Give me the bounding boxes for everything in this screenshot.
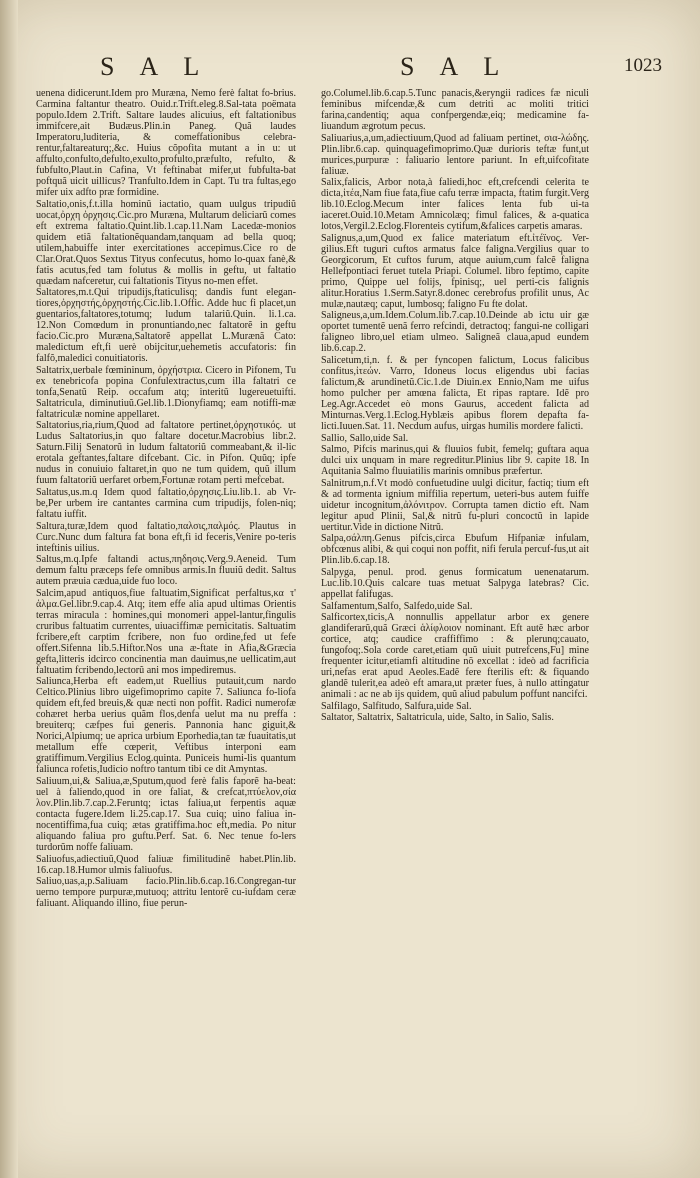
dictionary-entry: Salnitrum,n.f.Vt modò confuetudine uulgi dicitur, factiq; tium eft & ad tormenta ignium miffilia repertum, ueteri-bus autem fuiffe uidetur incognitum,ἀλόνιτρον. Corrupta tamen dictio eft. Nam legitur apud Plinii, Sal,& nitrũ fu-pluri concoctũ in lapide uertitur.Vide in dictione Nitrũ. [321, 477, 589, 533]
dictionary-entry: Saltura,turæ,Idem quod faltatio,παλσις,παλμός. Plautus in Curc.Nunc dum faltura fat bona eft,fi id feceris,Venire po-teris inteftinis uilius. [36, 520, 296, 554]
dictionary-entry: Saltus,m.q.Ipfe faltandi actus,πηδησις.Verg.9.Aeneid. Tum demum faltu præceps fefe omnibus armis.In fluuiũ dedit. Saltus autem præuia cædua,uide fuo loco. [36, 554, 296, 588]
dictionary-entry: Salicetum,ti,n. f. & per fyncopen falictum, Locus falicibus confitus,ἰτεών. Varro, Idoneus locus eligendus ubi facias falictum,& arundinetũ.Cic.1.de Diuin.ex Ennio,Nam me uifus homo pulcher per amœna falicta, Et ripas raptare. Idẽ pro Leg.Agr.Accedet eò mons Gaurus, accedent falicta ad Minturnas.Verg.1.Eclog.Hyblæis apibus florem depafta fa-licti.Iuuen.Sat. 11. Necdum aufus, uirgas humilis mordere falicti. [321, 354, 589, 432]
dictionary-entry: Salfamentum,Salfo, Salfedo,uide Sal. [321, 600, 473, 612]
dictionary-entry: Saltatorius,ria,rium,Quod ad faltatore pertinet,ὀρχηστικός. ut Ludus Saltatorius,in quo faltare docetur.Macrobius libr.2. Saturn.Filij Senatorũ in ludum faltatoriũ commeabant,& il-lic erotala geftantes,faltare difcebant. Cic. in Pifon. Quũq; ipfe nudus in conuiuio faltaret,in quo ne tum quidem, quũ illum fuum faltatoriũ uerfaret orbem,Fortunæ rotam perti mefcebat. [36, 420, 296, 487]
dictionary-entry: Sallio, Sallo,uide Sal. [321, 432, 409, 444]
right-text-column [321, 88, 589, 1158]
binding-gutter [0, 0, 18, 1178]
dictionary-entry: Saltator, Saltatrix, Saltatricula, uide, Salto, in Salio, Salis. [321, 712, 554, 724]
dictionary-entry: Salignus,a,um,Quod ex falice materiatum eft.ἰτέϊνος. Ver-gilius.Eft tuguri cuftos armatus falce faligna.Vergilius quar to Georgicorum, Et cuftos furum, atque auium,cum falcẽ faligna Hellefpontiaci feruet tutela Priapi. Columel. libro feptimo, capite primo, Quippe uel folijs, fpinisq;, uel perti-cis falignis alitur.Horatius 1.Serm.Satyr.8.donec cerebrofus profilit unus, Ac mulæ,nautæq; caput, lumbosq; faligno Fu fte dolat. [321, 232, 589, 310]
dictionary-entry: uenena didicerunt.Idem pro Muræna, Nemo ferè faltat fo-brius. Carmina faltantur theatro. Ouid.r.Trift.eleg.8.Sal-tata poëmata populo.Idem 2.Trift. Saltare laudes alicuius, eft faltationibus immifcere,ait Budæus.Plin.in Paneg. Quã laudes Imperatoru,luditeria, & comeffationibus celebra-rentur,faltareaturq;,&c. Huius cõpofita mutant a in u: ut affulto,confulto,defulto,exulto,profulto,præfulto, refulto, & fubfulto,Plaut.in Cafina, Vt feftinabat mifer,ut fubfulta-bat poftquã uicit uillicus? Tranfulto.Idem in Capt. Tu tra fultas,ego mifer uix adfto præ formidine. [36, 88, 296, 198]
dictionary-entry: Saltatores,m.t.Qui tripudijs,ftaticulisq; dandis funt elegan-tiores,ὀρχηστής,ὀρχηστής.Cic.lib.1.Offic. Adde huc fi placet,un guentarios,faltatores,totumq; ludum talariũ.Quin. li.1.ca. 12.Non Comœdum in pronuntiando,nec faltatorẽ in geftu facio.Cic.pro Muræna,Saltatorẽ appellat L.Murænã Cato: maledictum eft,fi uerè obijcitur,uehemetis accufatoris: fin falfõ,maledici conuitiatoris. [36, 287, 296, 365]
dictionary-entry: go.Columel.lib.6.cap.5.Tunc panacis,&eryngii radices fæ niculi feminibus mifcendæ,& cum detriti ac moliti tritici farina,candentiq; aqua confpergendæ,eiq; medicamine fa-liuandum ægrotum pecus. [321, 88, 589, 132]
dictionary-entry: Saltatus,us.m.q Idem quod faltatio,ὀρχησις.Liu.lib.1. ab Vr-be,Per urbem ire cantantes carmina cum tripudijs, folen-niq; faltatu iuffit. [36, 486, 296, 520]
dictionary-entry: Saltatrix,uerbale fœmininum, ὀρχήστρια. Cicero in Pifonem, Tu ex tenebricofa popina Confulextractus,cum illa faltatri ce tonfa,Senatũ Reip. occafum atq; interitũ lugereuetuifti. Saltatricula, diminutiuũ.Gel.lib.1.Dionyfiamq; eam notiffi-mæ faltatriculæ nomine appellaret. [36, 364, 296, 420]
dictionary-entry: Salpa,σάλπη.Genus pifcis,circa Ebufum Hifpaniæ infulam, obfcœnus alibi, & qui coqui non poffit, nifi ferula percuf-fus,ut ait Plin.lib.6.cap.18. [321, 533, 589, 567]
left-text-column [36, 88, 296, 1158]
running-header [0, 52, 700, 86]
dictionary-entry: Salpyga, penul. prod. genus formicatum uenenatarum. Luc.lib.10.Quis calcare tuas metuat Salpyga latebras? Cic. appellat falifugas. [321, 566, 589, 600]
page-number: 1023 [624, 55, 662, 76]
dictionary-entry: Saligneus,a,um.Idem.Colum.lib.7.cap.10.Deinde ab ictu uir gæ oportet tumentẽ uenã ferro refcindi, detractoq; fangui-ne colligari faligneo libro,uel etiam ulmeo. Saligneã claua,apud eundem lib.6.cap.2. [321, 310, 589, 355]
dictionary-entry: Saliunca,Herba eft eadem,ut Ruellius putauit,cum nardo Celtico.Plinius libro uigefimoprimo capite 7. Saliunca fo-liofa quidem eft,fed breuis,& quæ necti non poffit. Radici numerofæ cohæret herba uerius quãm flos,denfa uelut ma nu preffa : breuiterq; cæfpes fui generis. Pannonia hanc giguit,& Norici,Alpiumq; ue aprica urbium Eporhedia,tan tæ fuauitatis,ut metallum effe cœperit, Veftibus interponi eam gratiffimum.Vergilius Eclog.quinta. Puniceis humi-lis quantum faliunca rofetis,Iudicio noftro tantum tibi ce dit Amyntas. [36, 676, 296, 776]
header-left-word: S A L [100, 52, 210, 81]
dictionary-entry: Saliuofus,adiectiuũ,Quod faliuæ fimilitudinẽ habet.Plin.lib. 16.cap.18.Humor ulmis faliuofus. [36, 853, 296, 876]
dictionary-entry: Saltatio,onis,f.t.illa hominũ iactatio, quam uulgus tripudiũ uocat,ὀρχη ὀρχησις.Cic.pro Muræna, Multarum deliciarũ comes eft extrema faltatio.Quint.lib.1.cap.11.Nam Lacedæ-monios quidem etiã faltationẽquandam,tanquam ad bella quoq; utilem,habuiffe inter exercitationes accepimus.Cice ro de Clar.Orat.Quos Sextus Tityus confecutus, homo lo-quax fanè,& fatis acutus,fed tam folutus & mollis in geftu, ut faltatio quædam nafceretur, cui faltationis Tityus no-men effet. [36, 198, 296, 287]
header-right-word: S A L [400, 52, 510, 81]
dictionary-entry: Salfilago, Salfitudo, Salfura,uide Sal. [321, 700, 472, 712]
dictionary-entry: Salficortex,ticis,A nonnullis appellatur arbor ex genere glandiferarũ,quã Græci ἁλίφλοιον nominant. Eft autẽ hæc arbor cortice, atq; caudice craffiffimo : & plerunq;cauato, fungofoq;.Sola corde caret,etiam quũ uiuit putrefcens,Fu] mine frequenter icitur,etiamfi altitudine nõ excellat : ideò ad facrificia uri,nefas erat apud Aeoles.Eadẽ fere fterilis eft: & fiquando glandẽ tulerit,ea adeò eft amara,ut præter fues, à nullo attingatur animali : ac ne ab ijs quidem, quũ aliud pabulum poffunt nancifci. [321, 612, 589, 701]
dictionary-entry: Saliuarius,a,um,adiectiuum,Quod ad faliuam pertinet, σια-λώδης. Plin.libr.6.cap. quinquagefimoprimo.Quæ durioris teftæ funt,ut murices,purpuræ : faliuario lentore pariunt. In eft,uifcofitate faliuæ. [321, 132, 589, 177]
dictionary-entry: Salix,falicis, Arbor nota,à faliedi,hoc eft,crefcendi celerita te dicta,ἰτέα,Nam fiue fata,fiue cafu terræ impacta, ftatim furgit.Verg lib.10.Eclog.Mecum inter falices lenta fub ui-ta iaceret.Ouid.10.Metam Amnicolæq; fimul falices, & a-quatica lotos,Vergil.2.Eclog.Florenteis cytifum,&falices carpetis amaras. [321, 177, 589, 233]
dictionary-entry: Salcim,apud antiquos,fiue faltuatim,Significat perfaltus,κα τ' ἁλμα.Gel.libr.9.cap.4. Atq; item effe alia apud ultimas Orientis terras miracula : homines,qui monomeri appel-lantur,fingulis cruribus faltuatim currentes, uiuaciffimæ pernicitatis. Saltuatim fcribere,eft carptim fcribere, non fuo ordine,fed ut fefe offert.Sifenna lib.5.Hiftor.Nos una æ-ftate in Afia,&Græcia gefta,litteris idcirco concinentia man dauimus,ne uellicatim,aut faltuatim fcribendo,lectorũ ani mos impediremus. [36, 587, 296, 676]
dictionary-entry: Saliuum,ui,& Saliua,æ,Sputum,quod ferè falis faporẽ ha-beat: uel à faliendo,quod in ore faliat, & crefcat,πτύελον,σία λον.Plin.lib.7.cap.2.Feruntq; ictas faliua,ut ferpentis aquæ contacta fugere.Idem li.25.cap.17. Sua cuiq; uino faliua in-nocentiffima,fua cuiq; ætas gratiffima.hoc eft,media. Po nitur aliquando faliua pro guftu.Perf. Sat. 6. Nec tenue fo-lers turdorũm noffe faliuam. [36, 775, 296, 853]
dictionary-entry: Salmo, Pifcis marinus,qui & fluuios fubit, femelq; guftara aqua dulci uix unquam in mare regreditur.Plinius libr 9. capite 18. In Aquitania Salmo fluuiatilis marinis omnibus præfertur. [321, 444, 589, 478]
dictionary-entry: Saliuo,uas,a,p.Saliuam facio.Plin.lib.6.cap.16.Congregan-tur uerno tempore purpuræ,mutuoq; attritu lentorẽ cu-iufdam ceræ faliuant. Aliquando illino, fiue perun- [36, 876, 296, 910]
